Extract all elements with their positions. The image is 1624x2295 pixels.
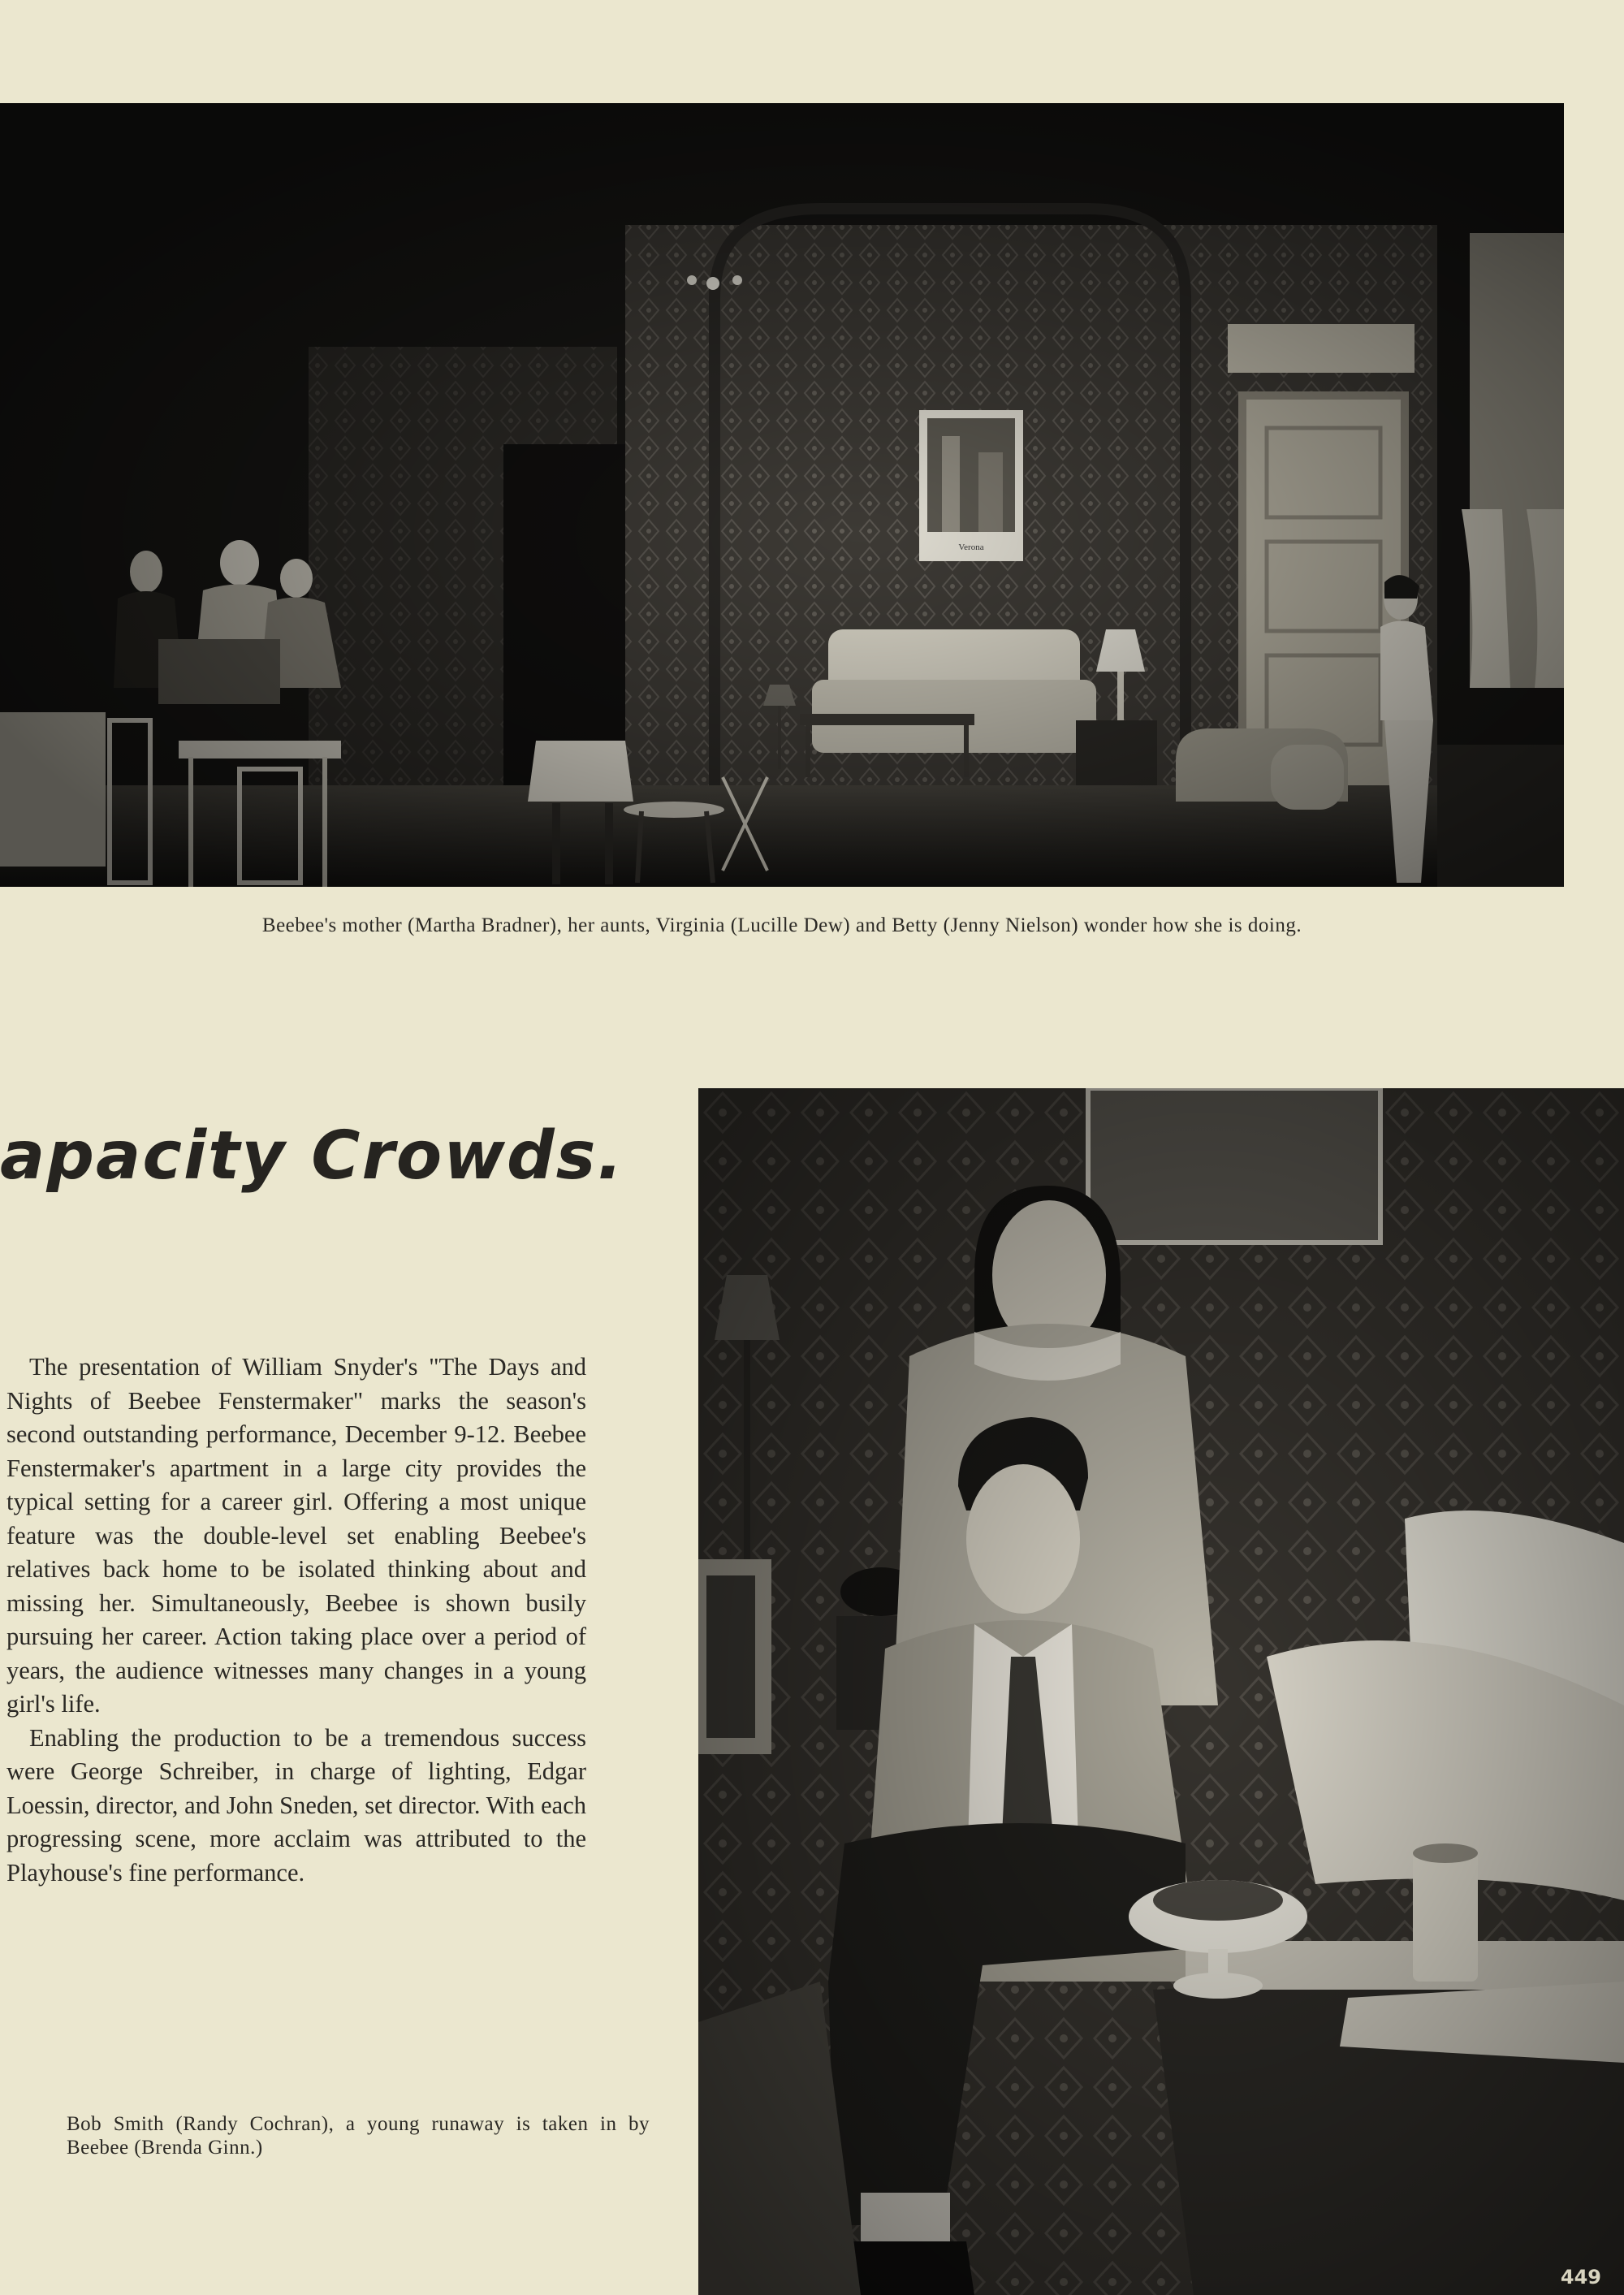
article-paragraph-1: The presentation of William Snyder's "The Days and Nights of Beebee Fenstermaker" marks the season's second outstanding performance, December 9-12. Beebee Fenstermaker's apartment in a large city provides the typical setting for a career girl. Offering a most unique feature was the double-level set enabling Beebee's relatives back home to be isolated thinking about and missing her. Simultaneously, Beebee is shown busily pursuing her career. Action taking place over a period of years, the audience witnesses many changes in a young girl's life.	[6, 1353, 586, 1718]
headline: apacity Crowds.	[0, 1117, 624, 1195]
page-number: 449	[1560, 2266, 1601, 2289]
top-photo-caption: Beebee's mother (Martha Bradner), her aunts, Virginia (Lucille Dew) and Betty (Jenny Nielson) wonder how she is doing.	[261, 914, 1302, 936]
article-paragraph-2: Enabling the production to be a tremendous success were George Schreiber, in charge of lighting, Edgar Loessin, director, and John Sneden, set director. With each progressing scene, more acclaim was attributed to the Playhouse's fine performance.	[6, 1723, 586, 1887]
stage-photo-top	[0, 103, 1564, 887]
stage-photo-bottom	[698, 1088, 1624, 2295]
bottom-photo-caption: Bob Smith (Randy Cochran), a young runaway is taken in by Beebee (Brenda Ginn.)	[67, 2113, 650, 2159]
article-body	[6, 1351, 586, 1890]
